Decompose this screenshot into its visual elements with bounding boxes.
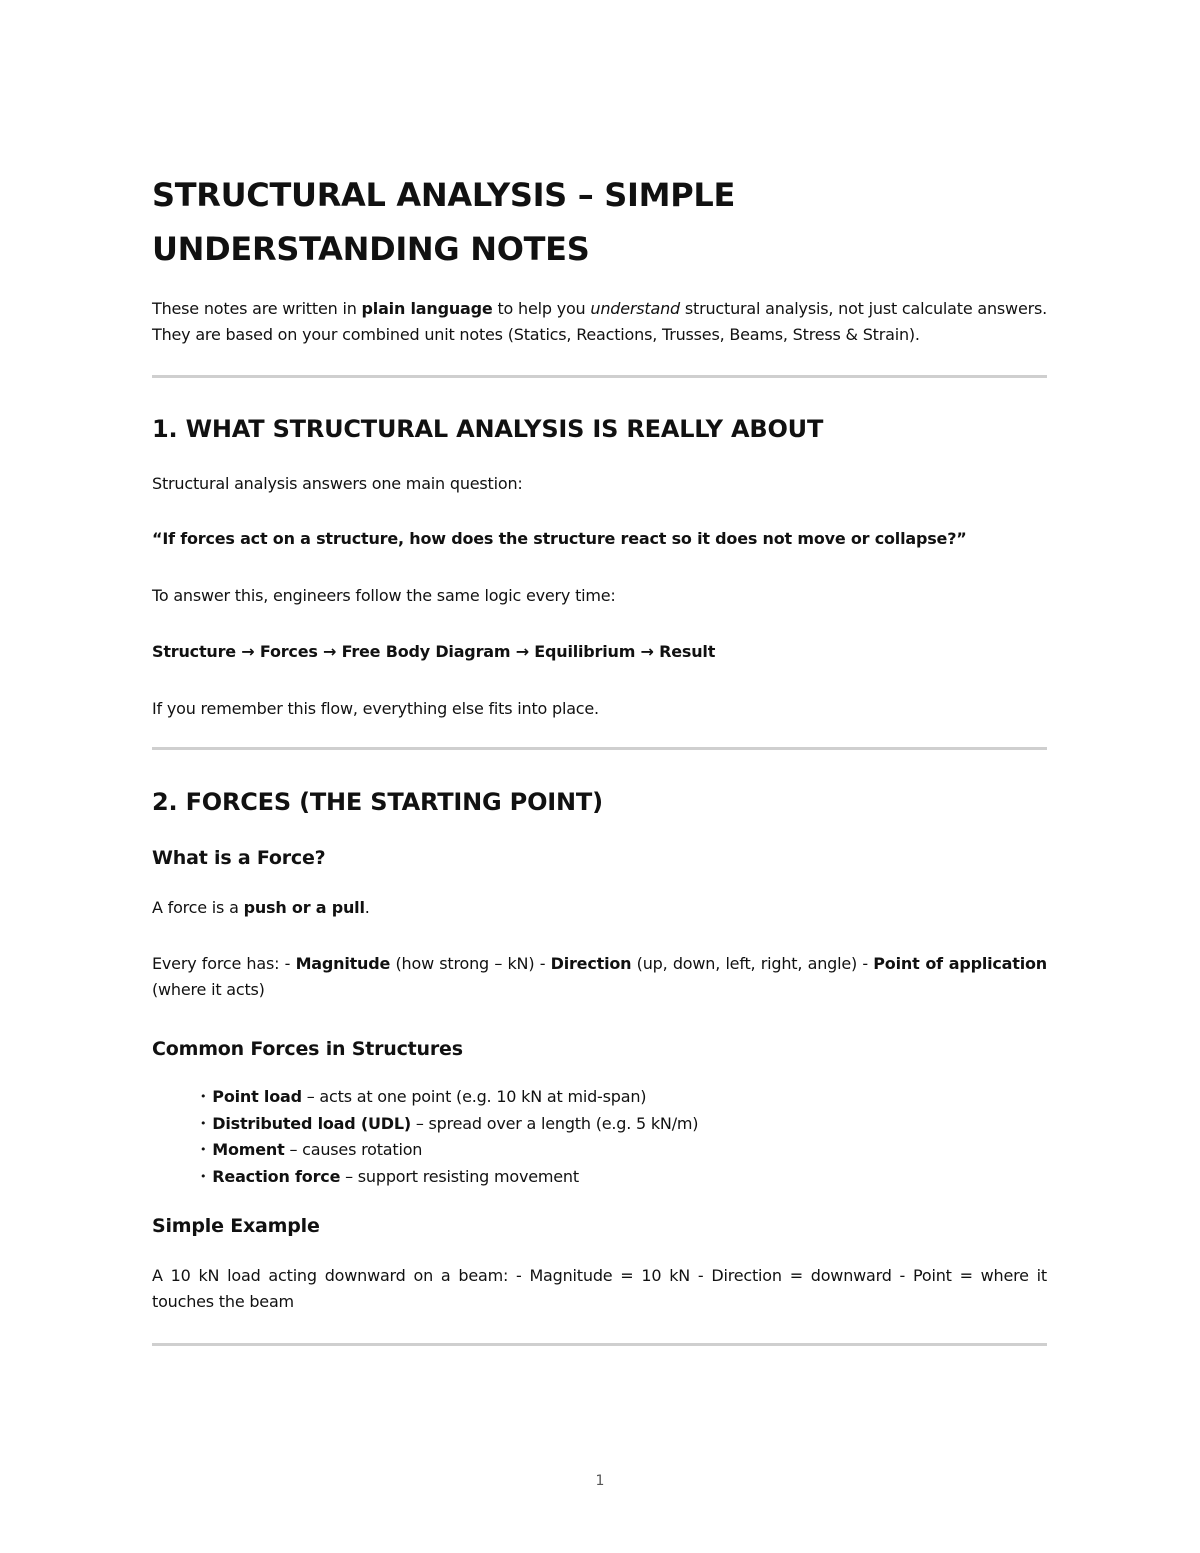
common-forces-list xyxy=(200,1084,698,1190)
force-def-bold: push or a pull xyxy=(243,898,365,917)
intro-text-1: These notes are written in xyxy=(152,299,362,318)
list-item xyxy=(200,1164,698,1191)
force-prop-text-1: Every force has: - xyxy=(152,954,296,973)
force-prop-point-of-application: Point of application xyxy=(873,954,1047,973)
force-prop-text-3: (up, down, left, right, angle) - xyxy=(631,954,874,973)
list-item-desc: – support resisting movement xyxy=(340,1166,579,1186)
section-1-logic: To answer this, engineers follow the same logic every time: xyxy=(152,586,616,605)
section-2-heading: 2. FORCES (THE STARTING POINT) xyxy=(152,788,603,816)
intro-text-3: structural analysis, not just calculate answers. They are based on your combined unit notes (Statics, Reactions, Trusses, Beams, Stress & Strain). xyxy=(152,299,1047,344)
list-item xyxy=(200,1084,698,1111)
force-prop-direction: Direction xyxy=(550,954,632,973)
force-definition xyxy=(152,895,1047,921)
section-divider xyxy=(152,1343,1047,1346)
force-def-text-2: . xyxy=(364,898,370,917)
list-item-term: Reaction force xyxy=(212,1166,341,1186)
list-item-term: Distributed load (UDL) xyxy=(212,1113,411,1133)
section-1-intro: Structural analysis answers one main question: xyxy=(152,474,523,493)
force-prop-text-2: (how strong – kN) - xyxy=(390,954,551,973)
section-divider xyxy=(152,747,1047,750)
section-1-closing: If you remember this flow, everything else fits into place. xyxy=(152,699,599,718)
list-item-desc: – causes rotation xyxy=(284,1140,423,1159)
list-item-desc: – spread over a length (e.g. 5 kN/m) xyxy=(410,1113,699,1133)
intro-italic-understand: understand xyxy=(590,299,680,318)
list-item-term: Point load xyxy=(212,1087,302,1106)
list-item-desc: – acts at one point (e.g. 10 kN at mid-span) xyxy=(301,1087,647,1106)
analysis-flow: Structure → Forces → Free Body Diagram → Equilibrium → Result xyxy=(152,642,716,661)
force-def-text-1: A force is a xyxy=(152,898,244,917)
force-prop-text-4: (where it acts) xyxy=(152,980,265,999)
intro-bold-plain-language: plain language xyxy=(361,299,493,318)
subheading-common-forces: Common Forces in Structures xyxy=(152,1038,463,1060)
main-question: “If forces act on a structure, how does the structure react so it does not move or collapse?” xyxy=(152,529,967,548)
subheading-simple-example: Simple Example xyxy=(152,1215,320,1237)
list-item-term: Moment xyxy=(212,1140,285,1159)
section-divider xyxy=(152,375,1047,378)
force-properties xyxy=(152,951,1047,1003)
intro-text-2: to help you xyxy=(492,299,591,318)
section-1-heading: 1. WHAT STRUCTURAL ANALYSIS IS REALLY ABOUT xyxy=(152,415,824,443)
intro-paragraph xyxy=(152,296,1047,348)
example-paragraph: A 10 kN load acting downward on a beam: - Magnitude = 10 kN - Direction = downward - Point = where it touches the beam xyxy=(152,1266,1047,1311)
document-title: STRUCTURAL ANALYSIS – SIMPLE UNDERSTANDING NOTES xyxy=(152,176,736,268)
page-number: 1 xyxy=(595,1473,605,1489)
subheading-what-is-force: What is a Force? xyxy=(152,847,326,869)
list-item xyxy=(200,1137,698,1164)
force-prop-magnitude: Magnitude xyxy=(295,954,391,973)
list-item xyxy=(200,1111,698,1138)
